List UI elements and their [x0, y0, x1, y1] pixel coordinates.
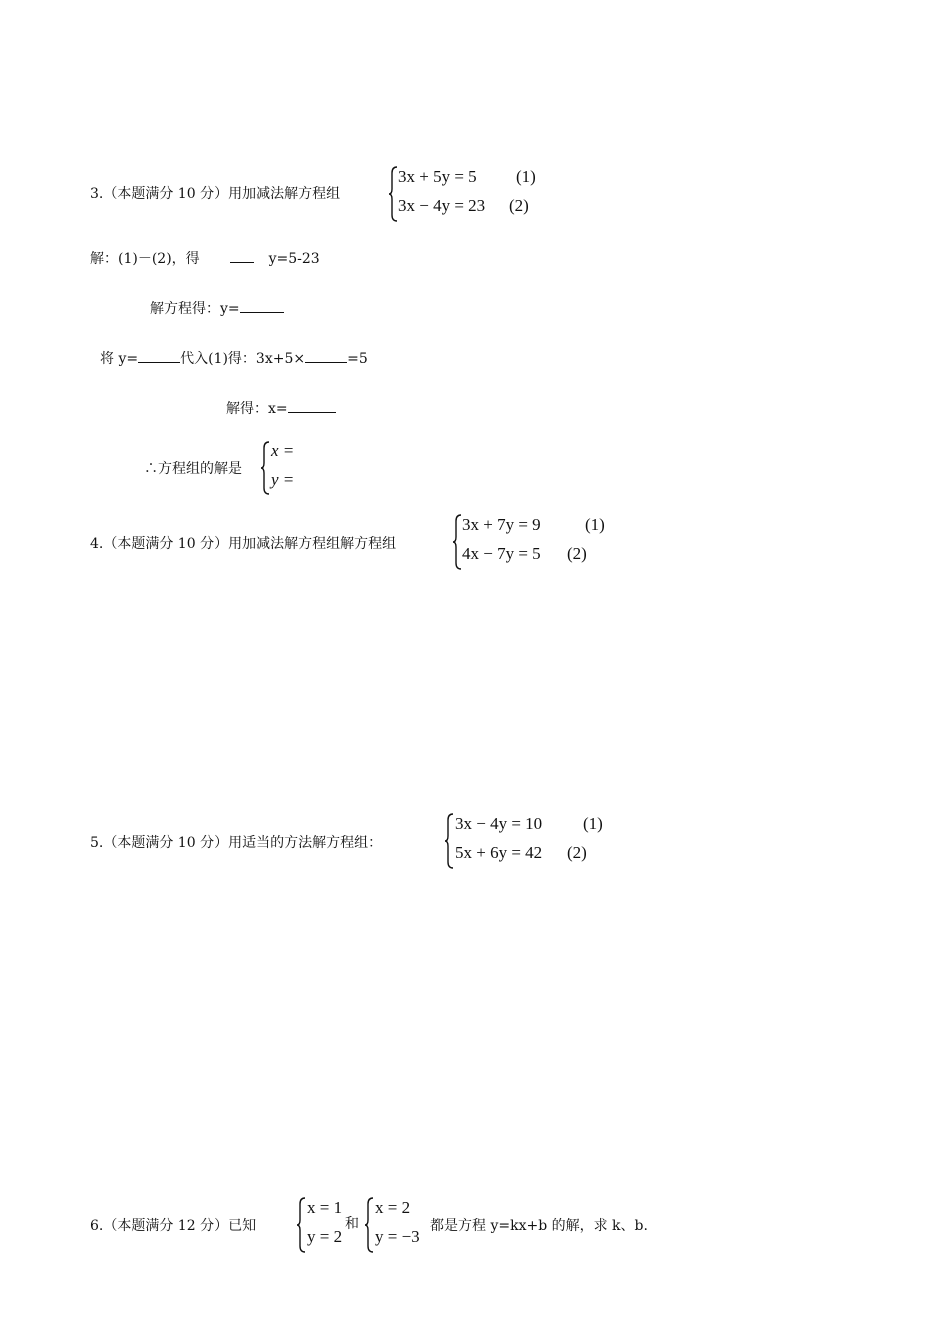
q3-step-3	[100, 348, 368, 368]
q5-equation-1: 3x − 4y = 10	[455, 814, 543, 833]
answer-blank[interactable]	[305, 350, 347, 363]
q4-tag-2: (2)	[567, 544, 587, 563]
q3-step-3-text-b: 代入(1)得：3x+5×	[180, 351, 306, 367]
q4-equation-system	[452, 513, 612, 571]
q3-solution-y: y =	[271, 470, 295, 489]
left-brace-icon	[260, 440, 270, 496]
q4-tag-1: (1)	[585, 515, 605, 534]
q6-system-2-eq-2: y = −3	[375, 1227, 420, 1246]
q6-and: 和	[345, 1216, 359, 1232]
q3-step-1	[90, 248, 320, 268]
q5-equation-system	[444, 812, 614, 870]
left-brace-icon	[296, 1196, 306, 1254]
answer-blank[interactable]	[288, 400, 336, 413]
q3-solution-system	[260, 440, 320, 496]
q3-tag-1: (1)	[516, 167, 536, 186]
q3-step-2	[150, 298, 284, 318]
q3-solution-x: x =	[271, 441, 295, 460]
q3-label: 3.（本题满分 10 分）用加减法解方程组	[90, 186, 341, 202]
q3-step-4	[226, 398, 336, 418]
q3-step-1-result: y=5-23	[268, 251, 320, 267]
q4-label: 4.（本题满分 10 分）用加减法解方程组解方程组	[90, 536, 397, 552]
q5-tag-2: (2)	[567, 843, 587, 862]
left-brace-icon	[388, 165, 398, 223]
q6-system-2	[364, 1196, 430, 1254]
answer-blank[interactable]	[230, 250, 254, 263]
q5-tag-1: (1)	[583, 814, 603, 833]
q4-equation-1: 3x + 7y = 9	[462, 515, 541, 534]
q6-system-1-eq-2: y = 2	[307, 1227, 343, 1246]
left-brace-icon	[452, 513, 462, 571]
q6-system-2-eq-1: x = 2	[375, 1198, 411, 1217]
q6-tail: 都是方程 y=kx+b 的解，求 k、b.	[430, 1218, 648, 1234]
q3-step-3-text-a: 将 y=	[100, 351, 139, 367]
q5-label: 5.（本题满分 10 分）用适当的方法解方程组：	[90, 835, 383, 851]
q3-step-2-text: 解方程得：y=	[150, 301, 240, 317]
q3-step-4-text: 解得：x=	[226, 401, 288, 417]
q6-system-1-eq-1: x = 1	[307, 1198, 343, 1217]
q3-step-1-text: 解：(1)－(2)，得	[90, 251, 200, 267]
left-brace-icon	[444, 812, 454, 870]
answer-blank[interactable]	[138, 350, 180, 363]
q3-equation-2: 3x − 4y = 23	[398, 196, 486, 215]
q6-label: 6.（本题满分 12 分）已知	[90, 1218, 257, 1234]
q3-conclusion: ∴方程组的解是	[144, 461, 242, 477]
q3-step-3-text-c: =5	[347, 351, 368, 367]
left-brace-icon	[364, 1196, 374, 1254]
q3-equation-1: 3x + 5y = 5	[398, 167, 477, 186]
q3-equation-system	[388, 165, 548, 223]
q5-equation-2: 5x + 6y = 42	[455, 843, 543, 862]
answer-blank[interactable]	[240, 300, 284, 313]
q4-equation-2: 4x − 7y = 5	[462, 544, 541, 563]
q3-tag-2: (2)	[509, 196, 529, 215]
